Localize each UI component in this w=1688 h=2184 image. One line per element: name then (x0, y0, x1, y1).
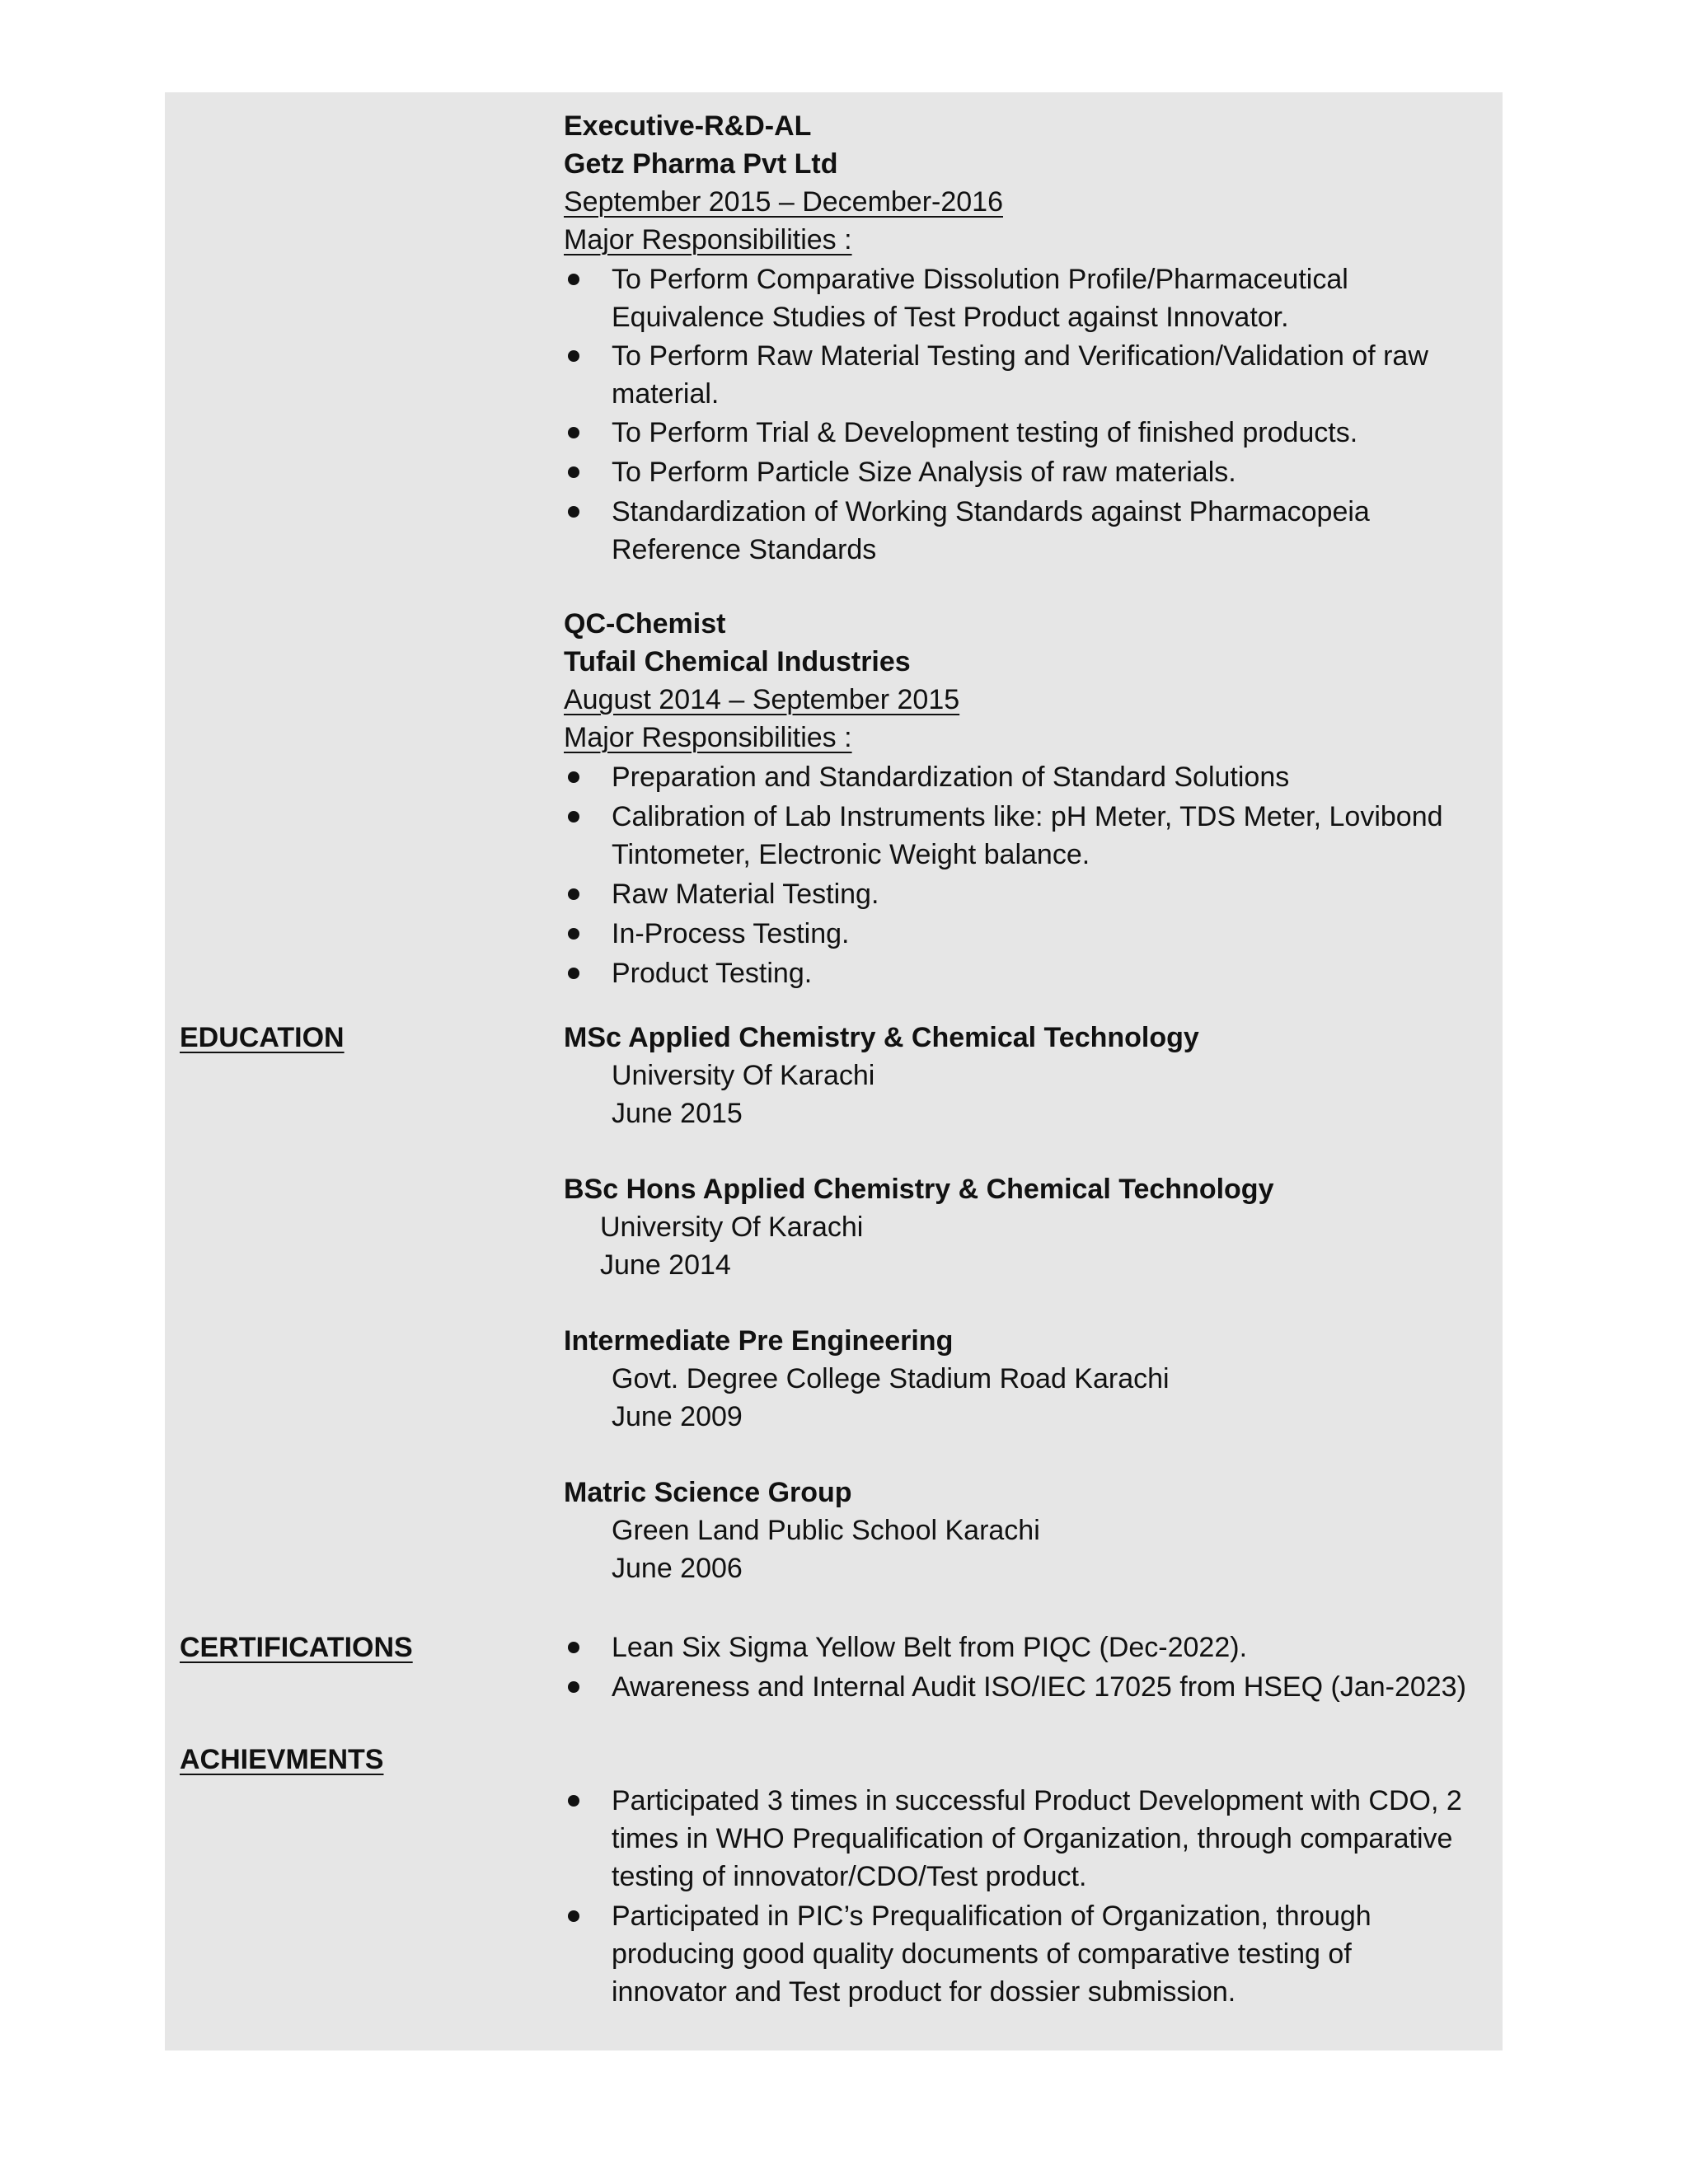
education-degree: BSc Hons Applied Chemistry & Chemical Technology (564, 1174, 1274, 1205)
achievement-line: testing of innovator/CDO/Test product. (612, 1861, 1087, 1892)
section-heading-education: EDUCATION (180, 1022, 345, 1053)
bullet-icon (568, 1642, 579, 1653)
job-period: August 2014 – September 2015 (564, 684, 960, 715)
bullet-icon (568, 1910, 579, 1922)
achievement-line: Participated in PIC’s Prequalification of Organization, through (612, 1900, 1372, 1932)
bullet-icon (568, 506, 579, 518)
bullet-line: Raw Material Testing. (612, 879, 879, 910)
education-institution: Govt. Degree College Stadium Road Karachi (612, 1363, 1170, 1394)
bullet-line: Preparation and Standardization of Standard Solutions (612, 762, 1290, 793)
bullet-line: To Perform Trial & Development testing of finished products. (612, 417, 1358, 448)
bullet-line: Standardization of Working Standards against Pharmacopeia (612, 496, 1370, 527)
certification-item: Awareness and Internal Audit ISO/IEC 17025 from HSEQ (Jan-2023) (612, 1671, 1466, 1703)
education-date: June 2006 (612, 1553, 743, 1584)
bullet-line: Reference Standards (612, 534, 877, 565)
job-period: September 2015 – December-2016 (564, 186, 1003, 218)
achievement-line: Participated 3 times in successful Product Development with CDO, 2 (612, 1785, 1462, 1816)
bullet-icon (568, 466, 579, 478)
bullet-icon (568, 771, 579, 783)
section-heading-achievements: ACHIEVMENTS (180, 1744, 384, 1775)
education-date: June 2009 (612, 1401, 743, 1432)
bullet-line: Equivalence Studies of Test Product against Innovator. (612, 302, 1289, 333)
bullet-icon (568, 968, 579, 979)
bullet-line: In-Process Testing. (612, 918, 850, 949)
bullet-line: To Perform Comparative Dissolution Profile/Pharmaceutical (612, 264, 1348, 295)
bullet-icon (568, 928, 579, 940)
education-degree: Matric Science Group (564, 1477, 852, 1508)
bullet-icon (568, 274, 579, 285)
bullet-line: Product Testing. (612, 958, 813, 989)
job-title: Executive-R&D-AL (564, 110, 812, 142)
education-institution: University Of Karachi (612, 1060, 875, 1091)
education-degree: MSc Applied Chemistry & Chemical Technology (564, 1022, 1199, 1053)
bullet-icon (568, 427, 579, 438)
achievement-line: producing good quality documents of comparative testing of (612, 1938, 1352, 1970)
education-institution: University Of Karachi (600, 1212, 864, 1243)
achievement-line: times in WHO Prequalification of Organization, through comparative (612, 1823, 1453, 1854)
responsibilities-label: Major Responsibilities : (564, 722, 852, 753)
education-degree: Intermediate Pre Engineering (564, 1325, 954, 1357)
bullet-line: material. (612, 378, 720, 410)
education-institution: Green Land Public School Karachi (612, 1515, 1040, 1546)
section-heading-certifications: CERTIFICATIONS (180, 1632, 413, 1663)
bullet-icon (568, 1795, 579, 1807)
education-date: June 2015 (612, 1098, 743, 1129)
bullet-icon (568, 811, 579, 823)
education-date: June 2014 (600, 1249, 731, 1281)
job-title: QC-Chemist (564, 608, 726, 640)
achievement-line: innovator and Test product for dossier submission. (612, 1976, 1236, 2008)
bullet-icon (568, 888, 579, 900)
bullet-line: To Perform Raw Material Testing and Verification/Validation of raw (612, 340, 1428, 372)
responsibilities-label: Major Responsibilities : (564, 224, 852, 255)
certification-item: Lean Six Sigma Yellow Belt from PIQC (Dec-2022). (612, 1632, 1248, 1663)
bullet-icon (568, 350, 579, 362)
bullet-line: Tintometer, Electronic Weight balance. (612, 839, 1090, 870)
bullet-icon (568, 1681, 579, 1693)
job-company: Tufail Chemical Industries (564, 646, 911, 677)
bullet-line: To Perform Particle Size Analysis of raw materials. (612, 457, 1236, 488)
bullet-line: Calibration of Lab Instruments like: pH Meter, TDS Meter, Lovibond (612, 801, 1443, 832)
job-company: Getz Pharma Pvt Ltd (564, 148, 838, 180)
